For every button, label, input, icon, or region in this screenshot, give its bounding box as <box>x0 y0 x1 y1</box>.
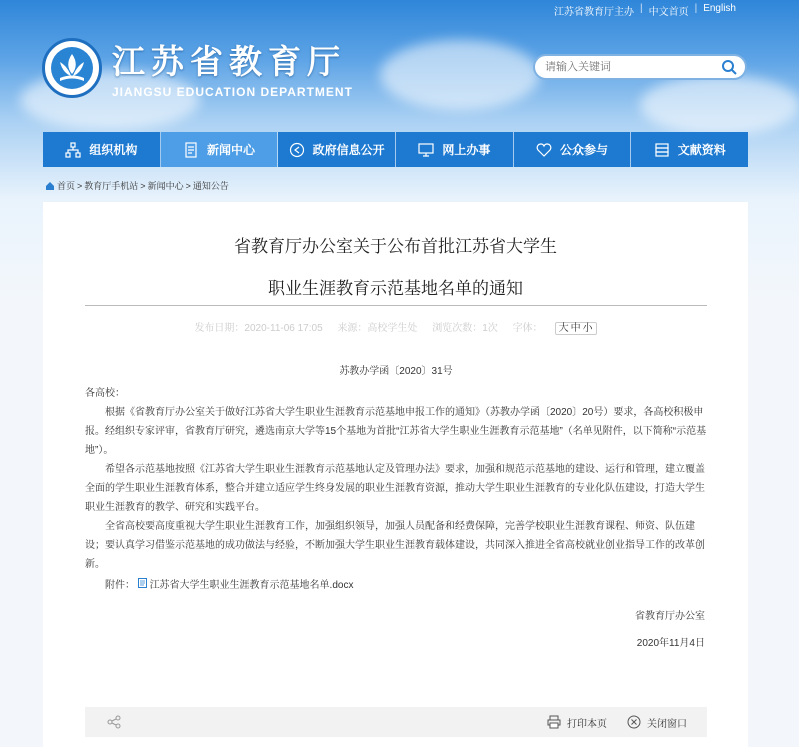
breadcrumb-sep: > <box>140 180 146 191</box>
logo-title-cn: 江苏省教育厅 <box>112 42 346 81</box>
home-icon <box>45 181 55 191</box>
article-footer-bar <box>85 707 707 737</box>
breadcrumb-sep: > <box>77 180 83 191</box>
info-disclosure-icon <box>289 142 305 158</box>
article-source: 来源：高校学生处 <box>337 323 418 334</box>
search-input[interactable] <box>535 61 715 73</box>
breadcrumb-news[interactable]: 新闻中心 <box>147 181 184 191</box>
breadcrumb <box>45 179 229 192</box>
article-title-line1: 省教育厅办公室关于公布首批江苏省大学生 <box>234 237 557 256</box>
breadcrumb-home[interactable]: 首页 <box>57 181 76 191</box>
top-links <box>548 3 742 18</box>
divider: | <box>694 3 698 14</box>
paragraph: 根据《省教育厅办公室关于做好江苏省大学生职业生涯教育示范基地申报工作的通知》（苏教办学函〔2020〕20号）要求，各高校积极申报。经组织专家评审，省教育厅研究，遴选南京大学等15个基地为首批“江苏省大学生职业生涯教育示范基地”（名单见附件，以下简称“示范基地”）。 <box>85 407 707 456</box>
heart-icon <box>536 142 552 158</box>
sign-date: 2020年11月4日 <box>636 638 705 649</box>
close-label: 关闭窗口 <box>647 718 687 730</box>
attachment-row <box>85 576 707 595</box>
font-medium-button[interactable]: 中 <box>570 323 581 334</box>
sponsor-text: 江苏省教育厅主办 <box>553 7 634 18</box>
article-panel <box>43 202 748 747</box>
article-meta <box>43 319 748 334</box>
nav-item-org[interactable] <box>43 132 161 167</box>
logo-title-en: JIANGSU EDUCATION DEPARTMENT <box>112 85 353 99</box>
cloud-decoration <box>640 75 799 135</box>
nav-label: 网上办事 <box>442 143 491 157</box>
printer-icon <box>547 715 561 729</box>
nav-label: 公众参与 <box>560 143 609 157</box>
nav-label: 新闻中心 <box>207 143 256 157</box>
nav-item-archives[interactable] <box>631 132 748 167</box>
article-body <box>85 362 707 653</box>
archive-icon <box>654 142 670 158</box>
nav-item-news[interactable] <box>161 132 279 167</box>
title-divider <box>85 305 707 306</box>
salutation: 各高校： <box>85 388 125 399</box>
nav-label: 政府信息公开 <box>312 143 385 157</box>
site-logo[interactable] <box>42 36 353 99</box>
cloud-decoration <box>380 40 540 110</box>
english-link[interactable]: English <box>703 3 736 14</box>
search-box <box>533 54 747 80</box>
paragraph: 全省高校要高度重视大学生职业生涯教育工作，加强组织领导，加强人员配备和经费保障，完善学校职业生涯教育课程、师资、队伍建设；要认真学习借鉴示范基地的成功做法与经验，不断加强大学生职业生涯教育载体建设，共同深入推进全省高校就业创业指导工作的改革创新。 <box>85 521 705 570</box>
print-button[interactable] <box>547 715 607 730</box>
word-file-icon <box>138 578 147 588</box>
org-chart-icon <box>65 142 81 158</box>
chinese-home-link[interactable]: 中文首页 <box>648 7 689 18</box>
close-icon <box>627 715 641 729</box>
signer: 省教育厅办公室 <box>635 611 705 622</box>
breadcrumb-notice[interactable]: 通知公告 <box>192 181 229 191</box>
monitor-icon <box>418 142 434 158</box>
font-large-button[interactable]: 大 <box>558 323 569 334</box>
font-small-button[interactable]: 小 <box>582 323 593 334</box>
nav-item-public-participation[interactable] <box>514 132 632 167</box>
emblem-icon <box>42 38 102 98</box>
fontsize-label: 字体： <box>512 323 543 334</box>
nav-item-online-service[interactable] <box>396 132 514 167</box>
document-number: 苏教办学函〔2020〕31号 <box>339 366 453 377</box>
breadcrumb-sep: > <box>185 180 191 191</box>
breadcrumb-mobile[interactable]: 教育厅手机站 <box>84 181 139 191</box>
view-count: 浏览次数：1次 <box>432 323 498 334</box>
article-title-line2: 职业生涯教育示范基地名单的通知 <box>268 279 523 298</box>
search-icon[interactable] <box>721 59 737 75</box>
fontsize-switcher <box>555 322 597 335</box>
nav-item-info-disclosure[interactable] <box>278 132 396 167</box>
paragraph: 希望各示范基地按照《江苏省大学生职业生涯教育示范基地认定及管理办法》要求，加强和规范示范基地的建设、运行和管理，建立覆盖全面的学生职业生涯教育体系，整合并建立适应学生终身发展的职业生涯教育资源，推动大学生职业生涯教育的专业化队伍建设，打造大学生职业生涯教育的教学、研究和实践平台。 <box>85 464 705 513</box>
main-nav <box>43 132 748 167</box>
attachment-link[interactable]: 江苏省大学生职业生涯教育示范基地名单.docx <box>149 580 354 591</box>
nav-label: 组织机构 <box>89 143 138 157</box>
publish-date: 发布日期：2020-11-06 17:05 <box>194 323 323 334</box>
nav-label: 文献资料 <box>677 143 726 157</box>
print-label: 打印本页 <box>567 718 607 730</box>
document-icon <box>183 142 199 158</box>
divider: | <box>639 3 643 14</box>
close-window-button[interactable] <box>627 715 687 730</box>
share-icon[interactable] <box>107 715 121 729</box>
attachment-label: 附件： <box>105 580 135 591</box>
